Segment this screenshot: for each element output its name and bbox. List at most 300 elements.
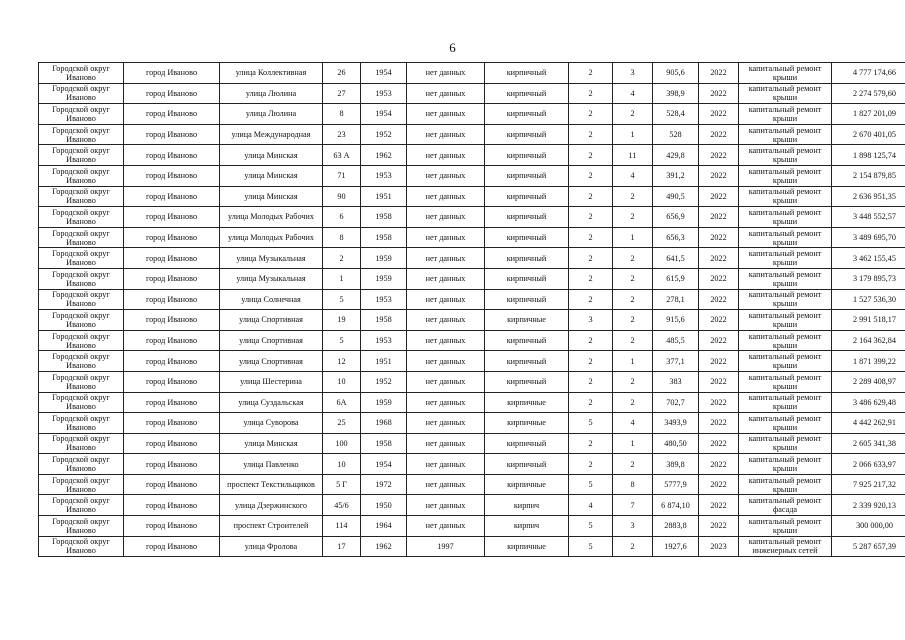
cell-entrances: 2 bbox=[613, 536, 653, 557]
cell-entrances: 2 bbox=[613, 454, 653, 475]
cell-settlement: город Иваново bbox=[124, 474, 220, 495]
cell-municipality: Городской округ Иваново bbox=[39, 207, 124, 228]
cell-wall-material: кирпичный bbox=[485, 63, 569, 84]
cell-floors: 2 bbox=[569, 351, 613, 372]
cell-house-number: 10 bbox=[323, 371, 361, 392]
cell-street: улица Фролова bbox=[220, 536, 323, 557]
cell-work-type: капитальный ремонт крыши bbox=[739, 310, 832, 331]
cell-plan-year: 2022 bbox=[699, 186, 739, 207]
cell-street: улица Павленко bbox=[220, 454, 323, 475]
cell-municipality: Городской округ Иваново bbox=[39, 165, 124, 186]
cell-last-repair-year: нет данных bbox=[407, 145, 485, 166]
cell-cost: 2 289 408,97 bbox=[832, 371, 905, 392]
cell-cost: 7 925 217,32 bbox=[832, 474, 905, 495]
cell-floors: 3 bbox=[569, 310, 613, 331]
cell-cost: 1 871 399,22 bbox=[832, 351, 905, 372]
cell-last-repair-year: нет данных bbox=[407, 268, 485, 289]
table-row bbox=[39, 454, 905, 475]
cell-house-number: 25 bbox=[323, 413, 361, 434]
cell-floors: 5 bbox=[569, 474, 613, 495]
table-row bbox=[39, 165, 905, 186]
table-row bbox=[39, 145, 905, 166]
cell-work-type: капитальный ремонт крыши bbox=[739, 433, 832, 454]
cell-street: улица Спортивная bbox=[220, 351, 323, 372]
cell-plan-year: 2022 bbox=[699, 495, 739, 516]
cell-street: улица Международная bbox=[220, 124, 323, 145]
cell-area: 915,6 bbox=[653, 310, 699, 331]
table-row bbox=[39, 104, 905, 125]
cell-house-number: 12 bbox=[323, 351, 361, 372]
cell-cost: 2 991 518,17 bbox=[832, 310, 905, 331]
cell-last-repair-year: нет данных bbox=[407, 124, 485, 145]
cell-wall-material: кирпичный bbox=[485, 186, 569, 207]
cell-work-type: капитальный ремонт крыши bbox=[739, 145, 832, 166]
cell-year-built: 1962 bbox=[361, 145, 407, 166]
cell-street: улица Минская bbox=[220, 186, 323, 207]
cell-last-repair-year: нет данных bbox=[407, 227, 485, 248]
cell-municipality: Городской округ Иваново bbox=[39, 330, 124, 351]
cell-settlement: город Иваново bbox=[124, 63, 220, 84]
cell-area: 528 bbox=[653, 124, 699, 145]
cell-area: 1927,6 bbox=[653, 536, 699, 557]
table-row bbox=[39, 289, 905, 310]
table-row bbox=[39, 433, 905, 454]
cell-year-built: 1953 bbox=[361, 83, 407, 104]
table-row bbox=[39, 371, 905, 392]
cell-plan-year: 2022 bbox=[699, 83, 739, 104]
table-row bbox=[39, 207, 905, 228]
cell-house-number: 17 bbox=[323, 536, 361, 557]
cell-municipality: Городской округ Иваново bbox=[39, 227, 124, 248]
cell-house-number: 90 bbox=[323, 186, 361, 207]
cell-house-number: 45/6 bbox=[323, 495, 361, 516]
cell-street: улица Минская bbox=[220, 165, 323, 186]
cell-settlement: город Иваново bbox=[124, 83, 220, 104]
cell-area: 5777,9 bbox=[653, 474, 699, 495]
cell-work-type: капитальный ремонт крыши bbox=[739, 413, 832, 434]
cell-last-repair-year: нет данных bbox=[407, 248, 485, 269]
cell-wall-material: кирпичный bbox=[485, 248, 569, 269]
table-row bbox=[39, 351, 905, 372]
cell-wall-material: кирпичный bbox=[485, 351, 569, 372]
cell-entrances: 1 bbox=[613, 433, 653, 454]
cell-settlement: город Иваново bbox=[124, 392, 220, 413]
cell-work-type: капитальный ремонт крыши bbox=[739, 83, 832, 104]
cell-area: 383 bbox=[653, 371, 699, 392]
cell-entrances: 1 bbox=[613, 124, 653, 145]
cell-area: 485,5 bbox=[653, 330, 699, 351]
cell-street: улица Люлина bbox=[220, 104, 323, 125]
cell-last-repair-year: нет данных bbox=[407, 516, 485, 537]
table-row bbox=[39, 536, 905, 557]
cell-house-number: 114 bbox=[323, 516, 361, 537]
cell-cost: 2 636 951,35 bbox=[832, 186, 905, 207]
cell-municipality: Городской округ Иваново bbox=[39, 495, 124, 516]
cell-cost: 2 274 579,60 bbox=[832, 83, 905, 104]
cell-wall-material: кирпичный bbox=[485, 454, 569, 475]
cell-floors: 5 bbox=[569, 516, 613, 537]
cell-last-repair-year: нет данных bbox=[407, 330, 485, 351]
cell-floors: 2 bbox=[569, 248, 613, 269]
cell-area: 615,9 bbox=[653, 268, 699, 289]
cell-work-type: капитальный ремонт крыши bbox=[739, 165, 832, 186]
cell-year-built: 1964 bbox=[361, 516, 407, 537]
table-row bbox=[39, 186, 905, 207]
cell-floors: 2 bbox=[569, 145, 613, 166]
cell-floors: 2 bbox=[569, 227, 613, 248]
cell-plan-year: 2022 bbox=[699, 433, 739, 454]
cell-street: улица Молодых Рабочих bbox=[220, 207, 323, 228]
cell-year-built: 1951 bbox=[361, 351, 407, 372]
cell-street: улица Коллективная bbox=[220, 63, 323, 84]
cell-house-number: 5 bbox=[323, 330, 361, 351]
cell-last-repair-year: 1997 bbox=[407, 536, 485, 557]
cell-house-number: 2 bbox=[323, 248, 361, 269]
cell-street: улица Минская bbox=[220, 433, 323, 454]
cell-street: улица Люлина bbox=[220, 83, 323, 104]
cell-house-number: 23 bbox=[323, 124, 361, 145]
cell-year-built: 1962 bbox=[361, 536, 407, 557]
table-row bbox=[39, 392, 905, 413]
cell-street: улица Спортивная bbox=[220, 310, 323, 331]
cell-entrances: 4 bbox=[613, 83, 653, 104]
cell-settlement: город Иваново bbox=[124, 104, 220, 125]
cell-last-repair-year: нет данных bbox=[407, 351, 485, 372]
cell-cost: 4 442 262,91 bbox=[832, 413, 905, 434]
cell-municipality: Городской округ Иваново bbox=[39, 392, 124, 413]
cell-street: улица Дзержинского bbox=[220, 495, 323, 516]
cell-last-repair-year: нет данных bbox=[407, 165, 485, 186]
cell-floors: 2 bbox=[569, 165, 613, 186]
cell-area: 398,9 bbox=[653, 83, 699, 104]
cell-area: 641,5 bbox=[653, 248, 699, 269]
cell-year-built: 1958 bbox=[361, 227, 407, 248]
cell-plan-year: 2023 bbox=[699, 536, 739, 557]
cell-area: 490,5 bbox=[653, 186, 699, 207]
cell-cost: 3 486 629,48 bbox=[832, 392, 905, 413]
cell-year-built: 1959 bbox=[361, 248, 407, 269]
cell-plan-year: 2022 bbox=[699, 474, 739, 495]
cell-area: 377,1 bbox=[653, 351, 699, 372]
cell-year-built: 1953 bbox=[361, 165, 407, 186]
cell-municipality: Городской округ Иваново bbox=[39, 536, 124, 557]
cell-wall-material: кирпичный bbox=[485, 289, 569, 310]
cell-wall-material: кирпичный bbox=[485, 165, 569, 186]
cell-cost: 2 154 879,85 bbox=[832, 165, 905, 186]
cell-last-repair-year: нет данных bbox=[407, 207, 485, 228]
cell-wall-material: кирпичные bbox=[485, 474, 569, 495]
cell-settlement: город Иваново bbox=[124, 454, 220, 475]
cell-year-built: 1958 bbox=[361, 310, 407, 331]
cell-plan-year: 2022 bbox=[699, 248, 739, 269]
cell-year-built: 1951 bbox=[361, 186, 407, 207]
cell-entrances: 11 bbox=[613, 145, 653, 166]
cell-street: проспект Текстильщиков bbox=[220, 474, 323, 495]
cell-year-built: 1972 bbox=[361, 474, 407, 495]
cell-area: 3493,9 bbox=[653, 413, 699, 434]
cell-wall-material: кирпичный bbox=[485, 207, 569, 228]
cell-work-type: капитальный ремонт крыши bbox=[739, 248, 832, 269]
cell-work-type: капитальный ремонт фасада bbox=[739, 495, 832, 516]
cell-wall-material: кирпичный bbox=[485, 83, 569, 104]
cell-area: 480,50 bbox=[653, 433, 699, 454]
table-row bbox=[39, 330, 905, 351]
cell-plan-year: 2022 bbox=[699, 104, 739, 125]
cell-municipality: Городской округ Иваново bbox=[39, 474, 124, 495]
table-row bbox=[39, 63, 905, 84]
table-row bbox=[39, 516, 905, 537]
cell-floors: 2 bbox=[569, 330, 613, 351]
cell-cost: 1 898 125,74 bbox=[832, 145, 905, 166]
cell-floors: 2 bbox=[569, 371, 613, 392]
cell-house-number: 1 bbox=[323, 268, 361, 289]
cell-work-type: капитальный ремонт крыши bbox=[739, 207, 832, 228]
cell-floors: 2 bbox=[569, 268, 613, 289]
cell-entrances: 2 bbox=[613, 289, 653, 310]
cell-plan-year: 2022 bbox=[699, 145, 739, 166]
cell-entrances: 2 bbox=[613, 207, 653, 228]
cell-entrances: 2 bbox=[613, 104, 653, 125]
cell-wall-material: кирпич bbox=[485, 495, 569, 516]
cell-plan-year: 2022 bbox=[699, 310, 739, 331]
cell-last-repair-year: нет данных bbox=[407, 63, 485, 84]
cell-entrances: 7 bbox=[613, 495, 653, 516]
cell-cost: 1 827 201,09 bbox=[832, 104, 905, 125]
cell-year-built: 1954 bbox=[361, 454, 407, 475]
cell-settlement: город Иваново bbox=[124, 413, 220, 434]
cell-settlement: город Иваново bbox=[124, 165, 220, 186]
cell-cost: 3 489 695,70 bbox=[832, 227, 905, 248]
cell-house-number: 6 bbox=[323, 207, 361, 228]
cell-area: 656,9 bbox=[653, 207, 699, 228]
table-body bbox=[39, 63, 905, 557]
cell-house-number: 63 А bbox=[323, 145, 361, 166]
cell-wall-material: кирпичный bbox=[485, 371, 569, 392]
table-row bbox=[39, 495, 905, 516]
cell-settlement: город Иваново bbox=[124, 207, 220, 228]
cell-entrances: 1 bbox=[613, 227, 653, 248]
cell-floors: 2 bbox=[569, 289, 613, 310]
cell-floors: 2 bbox=[569, 392, 613, 413]
cell-wall-material: кирпичный bbox=[485, 145, 569, 166]
cell-last-repair-year: нет данных bbox=[407, 186, 485, 207]
cell-floors: 2 bbox=[569, 454, 613, 475]
cell-area: 702,7 bbox=[653, 392, 699, 413]
cell-wall-material: кирпичные bbox=[485, 310, 569, 331]
cell-area: 528,4 bbox=[653, 104, 699, 125]
cell-house-number: 8 bbox=[323, 227, 361, 248]
cell-municipality: Городской округ Иваново bbox=[39, 268, 124, 289]
cell-plan-year: 2022 bbox=[699, 63, 739, 84]
table-row bbox=[39, 83, 905, 104]
cell-house-number: 5 Г bbox=[323, 474, 361, 495]
cell-entrances: 4 bbox=[613, 165, 653, 186]
cell-area: 389,8 bbox=[653, 454, 699, 475]
cell-area: 656,3 bbox=[653, 227, 699, 248]
cell-year-built: 1968 bbox=[361, 413, 407, 434]
cell-settlement: город Иваново bbox=[124, 289, 220, 310]
cell-floors: 4 bbox=[569, 495, 613, 516]
cell-house-number: 6А bbox=[323, 392, 361, 413]
cell-street: улица Молодых Рабочих bbox=[220, 227, 323, 248]
cell-last-repair-year: нет данных bbox=[407, 310, 485, 331]
cell-entrances: 2 bbox=[613, 268, 653, 289]
cell-entrances: 2 bbox=[613, 248, 653, 269]
cell-municipality: Городской округ Иваново bbox=[39, 371, 124, 392]
cell-wall-material: кирпичные bbox=[485, 536, 569, 557]
cell-municipality: Городской округ Иваново bbox=[39, 433, 124, 454]
cell-area: 2883,8 bbox=[653, 516, 699, 537]
cell-last-repair-year: нет данных bbox=[407, 495, 485, 516]
cell-settlement: город Иваново bbox=[124, 310, 220, 331]
cell-cost: 2 339 920,13 bbox=[832, 495, 905, 516]
cell-year-built: 1959 bbox=[361, 268, 407, 289]
cell-settlement: город Иваново bbox=[124, 248, 220, 269]
cell-year-built: 1959 bbox=[361, 392, 407, 413]
cell-street: проспект Строителей bbox=[220, 516, 323, 537]
cell-municipality: Городской округ Иваново bbox=[39, 516, 124, 537]
cell-cost: 2 066 633,97 bbox=[832, 454, 905, 475]
cell-settlement: город Иваново bbox=[124, 351, 220, 372]
cell-year-built: 1958 bbox=[361, 207, 407, 228]
cell-work-type: капитальный ремонт крыши bbox=[739, 63, 832, 84]
cell-entrances: 8 bbox=[613, 474, 653, 495]
cell-floors: 5 bbox=[569, 413, 613, 434]
cell-house-number: 10 bbox=[323, 454, 361, 475]
cell-plan-year: 2022 bbox=[699, 227, 739, 248]
cell-entrances: 1 bbox=[613, 351, 653, 372]
cell-work-type: капитальный ремонт крыши bbox=[739, 186, 832, 207]
cell-wall-material: кирпичный bbox=[485, 104, 569, 125]
cell-house-number: 100 bbox=[323, 433, 361, 454]
cell-settlement: город Иваново bbox=[124, 516, 220, 537]
cell-year-built: 1954 bbox=[361, 104, 407, 125]
cell-last-repair-year: нет данных bbox=[407, 289, 485, 310]
cell-settlement: город Иваново bbox=[124, 186, 220, 207]
table-row bbox=[39, 474, 905, 495]
cell-settlement: город Иваново bbox=[124, 433, 220, 454]
cell-wall-material: кирпичный bbox=[485, 227, 569, 248]
cell-wall-material: кирпичные bbox=[485, 392, 569, 413]
cell-entrances: 3 bbox=[613, 63, 653, 84]
cell-municipality: Городской округ Иваново bbox=[39, 83, 124, 104]
cell-floors: 2 bbox=[569, 186, 613, 207]
cell-last-repair-year: нет данных bbox=[407, 413, 485, 434]
table-row bbox=[39, 310, 905, 331]
cell-year-built: 1950 bbox=[361, 495, 407, 516]
cell-work-type: капитальный ремонт крыши bbox=[739, 330, 832, 351]
cell-plan-year: 2022 bbox=[699, 516, 739, 537]
cell-municipality: Городской округ Иваново bbox=[39, 289, 124, 310]
cell-floors: 2 bbox=[569, 207, 613, 228]
cell-house-number: 71 bbox=[323, 165, 361, 186]
cell-street: улица Минская bbox=[220, 145, 323, 166]
cell-work-type: капитальный ремонт крыши bbox=[739, 104, 832, 125]
cell-wall-material: кирпичный bbox=[485, 433, 569, 454]
cell-work-type: капитальный ремонт крыши bbox=[739, 454, 832, 475]
table-row bbox=[39, 227, 905, 248]
cell-municipality: Городской округ Иваново bbox=[39, 310, 124, 331]
cell-wall-material: кирпичные bbox=[485, 413, 569, 434]
cell-street: улица Музыкальная bbox=[220, 248, 323, 269]
cell-cost: 2 605 341,38 bbox=[832, 433, 905, 454]
cell-street: улица Музыкальная bbox=[220, 268, 323, 289]
cell-last-repair-year: нет данных bbox=[407, 104, 485, 125]
cell-work-type: капитальный ремонт крыши bbox=[739, 268, 832, 289]
cell-year-built: 1958 bbox=[361, 433, 407, 454]
cell-entrances: 2 bbox=[613, 330, 653, 351]
registry-table bbox=[38, 62, 905, 557]
cell-last-repair-year: нет данных bbox=[407, 474, 485, 495]
cell-wall-material: кирпич bbox=[485, 516, 569, 537]
cell-cost: 2 164 362,84 bbox=[832, 330, 905, 351]
cell-street: улица Шестерина bbox=[220, 371, 323, 392]
cell-plan-year: 2022 bbox=[699, 371, 739, 392]
cell-plan-year: 2022 bbox=[699, 124, 739, 145]
cell-municipality: Городской округ Иваново bbox=[39, 454, 124, 475]
cell-year-built: 1952 bbox=[361, 124, 407, 145]
cell-last-repair-year: нет данных bbox=[407, 392, 485, 413]
cell-year-built: 1952 bbox=[361, 371, 407, 392]
cell-year-built: 1953 bbox=[361, 289, 407, 310]
cell-settlement: город Иваново bbox=[124, 145, 220, 166]
cell-cost: 300 000,00 bbox=[832, 516, 905, 537]
cell-municipality: Городской округ Иваново bbox=[39, 63, 124, 84]
cell-last-repair-year: нет данных bbox=[407, 83, 485, 104]
cell-entrances: 4 bbox=[613, 413, 653, 434]
cell-settlement: город Иваново bbox=[124, 495, 220, 516]
cell-entrances: 2 bbox=[613, 392, 653, 413]
cell-settlement: город Иваново bbox=[124, 124, 220, 145]
cell-floors: 2 bbox=[569, 433, 613, 454]
cell-municipality: Городской округ Иваново bbox=[39, 104, 124, 125]
cell-house-number: 26 bbox=[323, 63, 361, 84]
cell-municipality: Городской округ Иваново bbox=[39, 186, 124, 207]
cell-year-built: 1953 bbox=[361, 330, 407, 351]
cell-street: улица Солнечная bbox=[220, 289, 323, 310]
cell-cost: 2 670 401,05 bbox=[832, 124, 905, 145]
cell-cost: 3 179 895,73 bbox=[832, 268, 905, 289]
cell-house-number: 5 bbox=[323, 289, 361, 310]
cell-work-type: капитальный ремонт крыши bbox=[739, 474, 832, 495]
cell-wall-material: кирпичный bbox=[485, 268, 569, 289]
cell-wall-material: кирпичный bbox=[485, 124, 569, 145]
cell-plan-year: 2022 bbox=[699, 351, 739, 372]
cell-cost: 4 777 174,66 bbox=[832, 63, 905, 84]
cell-plan-year: 2022 bbox=[699, 165, 739, 186]
cell-settlement: город Иваново bbox=[124, 268, 220, 289]
cell-cost: 3 462 155,45 bbox=[832, 248, 905, 269]
cell-area: 278,1 bbox=[653, 289, 699, 310]
page-number: 6 bbox=[449, 40, 456, 55]
cell-settlement: город Иваново bbox=[124, 371, 220, 392]
cell-municipality: Городской округ Иваново bbox=[39, 124, 124, 145]
cell-plan-year: 2022 bbox=[699, 413, 739, 434]
cell-street: улица Спортивная bbox=[220, 330, 323, 351]
cell-plan-year: 2022 bbox=[699, 454, 739, 475]
cell-work-type: капитальный ремонт крыши bbox=[739, 124, 832, 145]
cell-municipality: Городской округ Иваново bbox=[39, 351, 124, 372]
cell-municipality: Городской округ Иваново bbox=[39, 248, 124, 269]
cell-last-repair-year: нет данных bbox=[407, 454, 485, 475]
table-row bbox=[39, 268, 905, 289]
cell-floors: 2 bbox=[569, 104, 613, 125]
table-row bbox=[39, 124, 905, 145]
cell-year-built: 1954 bbox=[361, 63, 407, 84]
cell-last-repair-year: нет данных bbox=[407, 433, 485, 454]
cell-plan-year: 2022 bbox=[699, 330, 739, 351]
cell-floors: 2 bbox=[569, 63, 613, 84]
